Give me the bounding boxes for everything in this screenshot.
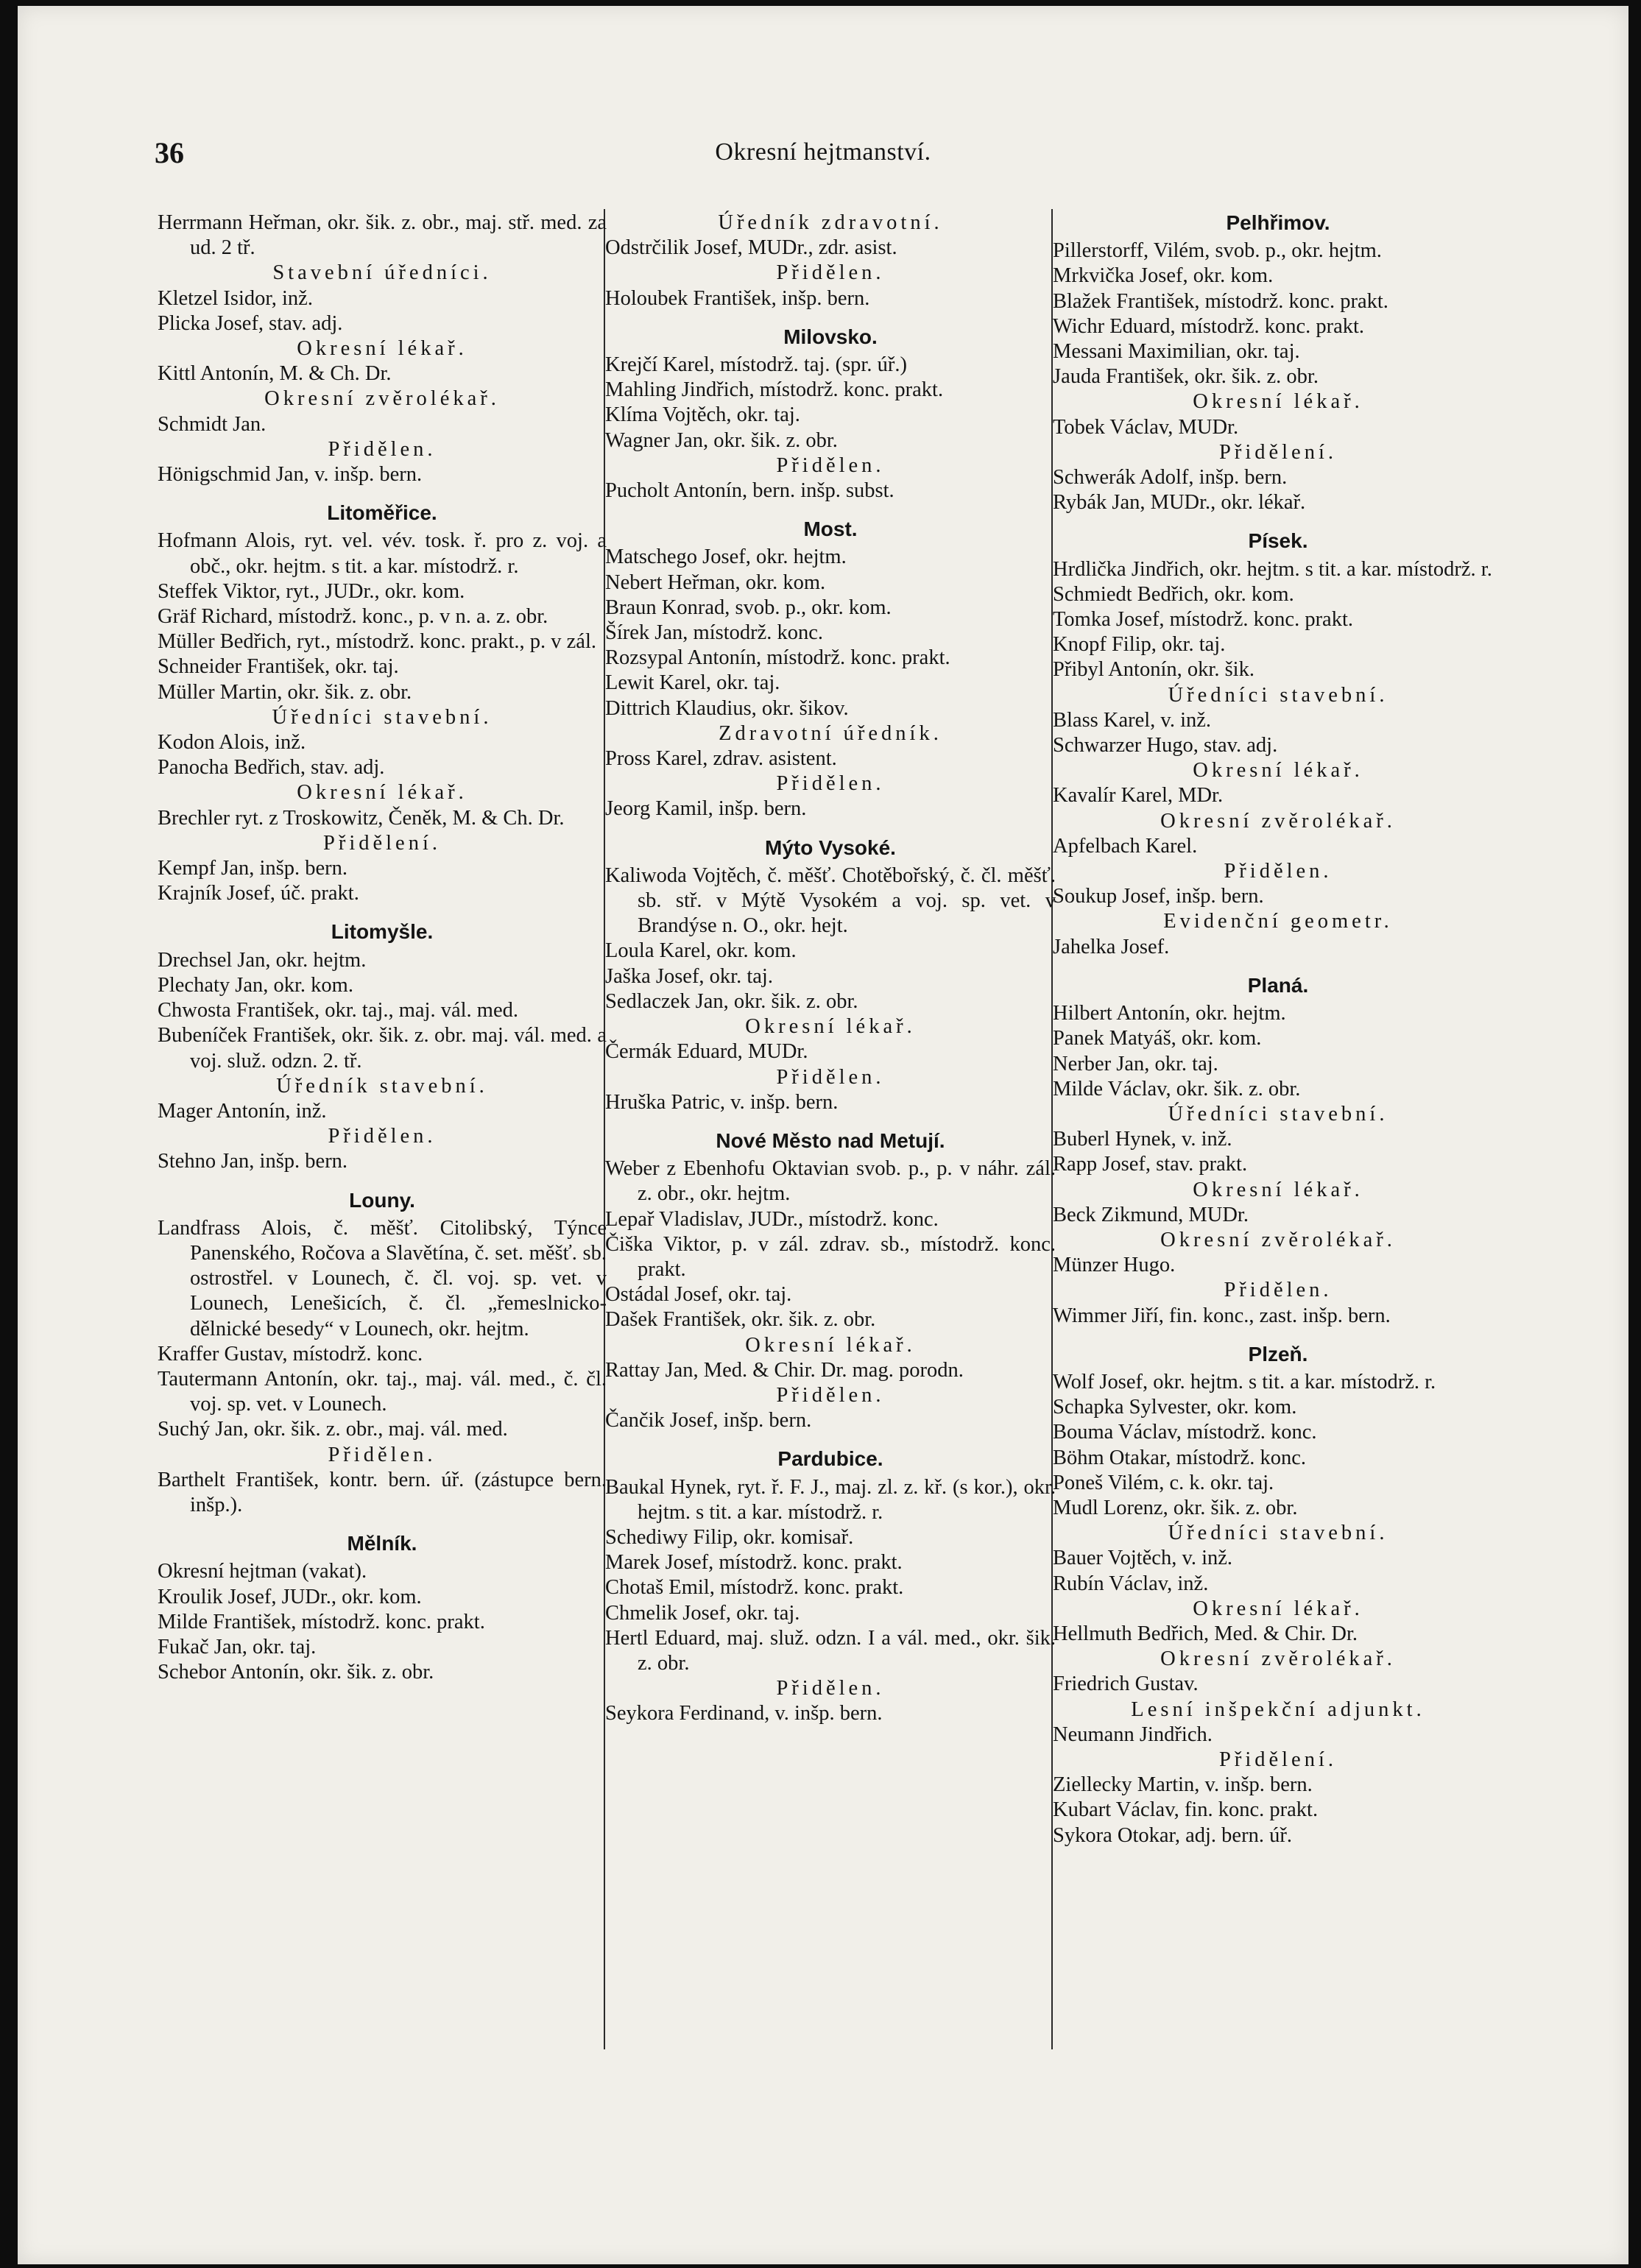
directory-entry: Nerber Jan, okr. taj. bbox=[1053, 1052, 1218, 1075]
directory-entry: Schediwy Filip, okr. komisař. bbox=[605, 1525, 854, 1549]
directory-entry: Lepař Vladislav, JUDr., místodrž. konc. bbox=[605, 1207, 939, 1231]
section-heading: Přidělen. bbox=[776, 453, 885, 477]
column-middle bbox=[605, 211, 1056, 2080]
place-heading: Litomyšle. bbox=[331, 920, 434, 944]
directory-entry: Seykora Ferdinand, v. inšp. bern. bbox=[605, 1702, 883, 1725]
directory-entry: Münzer Hugo. bbox=[1053, 1254, 1176, 1277]
directory-entry: Klíma Vojtěch, okr. taj. bbox=[605, 403, 800, 427]
directory-entry: Friedrich Gustav. bbox=[1053, 1672, 1199, 1696]
directory-entry: Beck Zikmund, MUDr. bbox=[1053, 1203, 1249, 1226]
directory-entry: Hilbert Antonín, okr. hejtm. bbox=[1053, 1002, 1286, 1025]
directory-entry: Milde František, místodrž. konc. prakt. bbox=[158, 1610, 485, 1633]
section-heading: Okresní lékař. bbox=[297, 337, 467, 361]
section-heading: Přidělen. bbox=[776, 261, 885, 285]
directory-entry: Weber z Ebenhofu Oktavian svob. p., p. v náhr. zál. z. obr., okr. hejtm. bbox=[605, 1157, 1056, 1206]
directory-entry: Lewit Karel, okr. taj. bbox=[605, 671, 780, 695]
directory-entry: Panocha Bedřich, stav. adj. bbox=[158, 756, 385, 780]
document-page bbox=[18, 6, 1628, 2264]
section-heading: Okresní zvěrolékař. bbox=[1160, 809, 1396, 833]
directory-entry: Schwarzer Hugo, stav. adj. bbox=[1053, 734, 1278, 757]
directory-entry: Sykora Otokar, adj. bern. úř. bbox=[1053, 1823, 1292, 1847]
directory-entry: Kittl Antonín, M. & Ch. Dr. bbox=[158, 362, 392, 386]
directory-entry: Rubín Václav, inž. bbox=[1053, 1572, 1209, 1595]
directory-entry: Hönigschmid Jan, v. inšp. bern. bbox=[158, 463, 423, 487]
directory-entry: Wagner Jan, okr. šik. z. obr. bbox=[605, 428, 838, 452]
place-heading: Milovsko. bbox=[783, 325, 878, 348]
directory-entry: Přibyl Antonín, okr. šik. bbox=[1053, 658, 1254, 682]
section-heading: Úředníci stavební. bbox=[1168, 683, 1388, 707]
directory-entry: Milde Václav, okr. šik. z. obr. bbox=[1053, 1077, 1301, 1101]
directory-entry: Ostádal Josef, okr. taj. bbox=[605, 1283, 792, 1307]
running-title: Okresní hejtmanství. bbox=[715, 138, 931, 166]
directory-entry: Hertl Eduard, maj. služ. odzn. I a vál. med., okr. šik. z. obr. bbox=[605, 1626, 1056, 1675]
directory-entry: Okresní hejtman (vakat). bbox=[158, 1560, 367, 1583]
directory-entry: Kroulik Josef, JUDr., okr. kom. bbox=[158, 1585, 422, 1608]
section-heading: Přidělení. bbox=[322, 831, 442, 855]
directory-entry: Steffek Viktor, ryt., JUDr., okr. kom. bbox=[158, 579, 465, 603]
directory-entry: Čermák Eduard, MUDr. bbox=[605, 1040, 808, 1064]
directory-entry: Plicka Josef, stav. adj. bbox=[158, 311, 343, 335]
directory-entry: Panek Matyáš, okr. kom. bbox=[1053, 1027, 1262, 1050]
directory-entry: Jauda František, okr. šik. z. obr. bbox=[1053, 365, 1319, 389]
place-heading: Louny. bbox=[349, 1188, 415, 1212]
section-heading: Přidělení. bbox=[1218, 1748, 1338, 1771]
directory-entry: Mudl Lorenz, okr. šik. z. obr. bbox=[1053, 1496, 1298, 1519]
place-heading: Plzeň. bbox=[1248, 1342, 1308, 1366]
section-heading: Stavební úředníci. bbox=[272, 261, 492, 285]
directory-entry: Landfrass Alois, č. měšť. Citolibský, Týnce Panenského, Ročova a Slavětína, č. set. měšť. sb. ostrostřel. v Lounech, č. čl. voj. sp. vet. v Lounech, Lenešicích, č. čl. „řemeslnicko-dělnické besedy“ v Lounech, okr. hejtm. bbox=[158, 1216, 607, 1340]
directory-entry: Rozsypal Antonín, místodrž. konc. prakt. bbox=[605, 646, 950, 670]
directory-entry: Sedlaczek Jan, okr. šik. z. obr. bbox=[605, 989, 858, 1013]
section-heading: Okresní zvěrolékař. bbox=[264, 387, 500, 411]
directory-entry: Šírek Jan, místodrž. konc. bbox=[605, 621, 824, 645]
directory-entry: Gräf Richard, místodrž. konc., p. v n. a. z. obr. bbox=[158, 605, 548, 629]
directory-entry: Drechsel Jan, okr. hejtm. bbox=[158, 948, 367, 972]
directory-entry: Rybák Jan, MUDr., okr. lékař. bbox=[1053, 491, 1306, 515]
place-heading: Pelhřimov. bbox=[1226, 211, 1330, 234]
directory-entry: Odstrčilik Josef, MUDr., zdr. asist. bbox=[605, 236, 897, 260]
directory-entry: Čiška Viktor, p. v zál. zdrav. sb., místodrž. konc. prakt. bbox=[605, 1232, 1056, 1281]
directory-entry: Dašek František, okr. šik. z. obr. bbox=[605, 1308, 876, 1332]
section-heading: Úředník zdravotní. bbox=[718, 211, 943, 234]
directory-entry: Jeorg Kamil, inšp. bern. bbox=[605, 797, 807, 821]
place-heading: Písek. bbox=[1248, 529, 1308, 553]
directory-entry: Pross Karel, zdrav. asistent. bbox=[605, 747, 837, 771]
directory-entry: Kubart Václav, fin. konc. prakt. bbox=[1053, 1798, 1319, 1822]
directory-entry: Hofmann Alois, ryt. vel. vév. tosk. ř. pro z. voj. a obč., okr. hejtm. s tit. a kar. místodrž. r. bbox=[158, 529, 607, 578]
section-heading: Okresní lékař. bbox=[1193, 759, 1363, 783]
section-heading: Přidělen. bbox=[776, 1065, 885, 1089]
directory-entry: Kavalír Karel, MDr. bbox=[1053, 784, 1224, 808]
directory-entry: Kletzel Isidor, inž. bbox=[158, 286, 313, 310]
directory-entry: Knopf Filip, okr. taj. bbox=[1053, 633, 1226, 657]
directory-entry: Tomka Josef, místodrž. konc. prakt. bbox=[1053, 608, 1354, 632]
directory-entry: Kraffer Gustav, místodrž. konc. bbox=[158, 1342, 423, 1366]
section-heading: Přidělen. bbox=[776, 772, 885, 796]
directory-entry: Hruška Patric, v. inšp. bern. bbox=[605, 1090, 839, 1114]
directory-entry: Holoubek František, inšp. bern. bbox=[605, 286, 870, 310]
section-heading: Evidenční geometr. bbox=[1163, 910, 1393, 933]
section-heading: Okresní lékař. bbox=[1193, 1597, 1363, 1620]
section-heading: Okresní lékař. bbox=[1193, 390, 1363, 414]
directory-entry: Wimmer Jiří, fin. konc., zast. inšp. bern. bbox=[1053, 1304, 1391, 1327]
directory-entry: Jahelka Josef. bbox=[1053, 935, 1170, 958]
directory-entry: Jaška Josef, okr. taj. bbox=[605, 964, 773, 988]
directory-entry: Loula Karel, okr. kom. bbox=[605, 939, 797, 963]
directory-entry: Böhm Otakar, místodrž. konc. bbox=[1053, 1446, 1306, 1469]
directory-entry: Hrdlička Jindřich, okr. hejtm. s tit. a kar. místodrž. r. bbox=[1053, 557, 1492, 581]
directory-entry: Tautermann Antonín, okr. taj., maj. vál. med., č. čl. voj. sp. vet. v Lounech. bbox=[158, 1367, 607, 1416]
directory-entry: Ziellecky Martin, v. inšp. bern. bbox=[1053, 1773, 1313, 1797]
section-heading: Přidělen. bbox=[328, 437, 437, 461]
directory-entry: Rattay Jan, Med. & Chir. Dr. mag. porodn. bbox=[605, 1358, 964, 1382]
directory-entry: Braun Konrad, svob. p., okr. kom. bbox=[605, 596, 892, 619]
column-left bbox=[158, 211, 607, 2080]
section-heading: Úředníci stavební. bbox=[1168, 1522, 1388, 1545]
directory-entry: Poneš Vilém, c. k. okr. taj. bbox=[1053, 1471, 1274, 1494]
directory-entry: Schmiedt Bedřich, okr. kom. bbox=[1053, 582, 1294, 606]
directory-entry: Schwerák Adolf, inšp. bern. bbox=[1053, 466, 1288, 490]
section-heading: Okresní zvěrolékař. bbox=[1160, 1228, 1396, 1251]
directory-entry: Pillerstorff, Vilém, svob. p., okr. hejtm. bbox=[1053, 239, 1382, 263]
directory-entry: Bauer Vojtěch, v. inž. bbox=[1053, 1547, 1233, 1570]
directory-entry: Kodon Alois, inž. bbox=[158, 731, 306, 755]
section-heading: Okresní zvěrolékař. bbox=[1160, 1647, 1396, 1671]
directory-entry: Schebor Antonín, okr. šik. z. obr. bbox=[158, 1661, 434, 1684]
column-right bbox=[1053, 211, 1503, 2080]
section-heading: Přidělen. bbox=[328, 1125, 437, 1148]
directory-entry: Chwosta František, okr. taj., maj. vál. med. bbox=[158, 999, 518, 1022]
directory-entry: Wolf Josef, okr. hejtm. s tit. a kar. místodrž. r. bbox=[1053, 1370, 1436, 1393]
directory-entry: Čančik Josef, inšp. bern. bbox=[605, 1409, 812, 1432]
page-number: 36 bbox=[155, 136, 184, 169]
directory-entry: Müller Martin, okr. šik. z. obr. bbox=[158, 680, 412, 704]
directory-entry: Bubeníček František, okr. šik. z. obr. maj. vál. med. a voj. služ. odzn. 2. tř. bbox=[158, 1024, 607, 1073]
directory-entry: Neumann Jindřich. bbox=[1053, 1723, 1213, 1746]
section-heading: Okresní lékař. bbox=[745, 1333, 916, 1357]
place-heading: Planá. bbox=[1247, 973, 1309, 997]
directory-entry: Schmidt Jan. bbox=[158, 412, 267, 436]
directory-entry: Blažek František, místodrž. konc. prakt. bbox=[1053, 289, 1388, 313]
directory-entry: Schneider František, okr. taj. bbox=[158, 655, 399, 679]
directory-entry: Matschego Josef, okr. hejtm. bbox=[605, 545, 847, 569]
directory-entry: Herrmann Heřman, okr. šik. z. obr., maj. stř. med. za ud. 2 tř. bbox=[158, 211, 607, 260]
directory-entry: Wichr Eduard, místodrž. konc. prakt. bbox=[1053, 314, 1365, 338]
section-heading: Lesní inšpekční adjunkt. bbox=[1131, 1698, 1425, 1721]
directory-entry: Nebert Heřman, okr. kom. bbox=[605, 570, 826, 594]
directory-entry: Dittrich Klaudius, okr. šikov. bbox=[605, 696, 849, 720]
directory-entry: Kempf Jan, inšp. bern. bbox=[158, 857, 348, 880]
directory-entry: Kaliwoda Vojtěch, č. měšť. Chotěbořský, č. čl. měšť. sb. stř. v Mýtě Vysokém a voj. sp. vet. v Brandýse n. O., okr. hejt. bbox=[605, 863, 1056, 938]
place-heading: Mýto Vysoké. bbox=[765, 836, 896, 859]
directory-entry: Messani Maximilian, okr. taj. bbox=[1053, 340, 1300, 364]
directory-entry: Marek Josef, místodrž. konc. prakt. bbox=[605, 1551, 903, 1575]
directory-entry: Fukač Jan, okr. taj. bbox=[158, 1635, 317, 1658]
directory-entry: Mager Antonín, inž. bbox=[158, 1099, 327, 1123]
place-heading: Pardubice. bbox=[777, 1447, 883, 1471]
directory-entry: Brechler ryt. z Troskowitz, Čeněk, M. & Ch. Dr. bbox=[158, 806, 565, 830]
place-heading: Litoměřice. bbox=[327, 501, 437, 525]
directory-entry: Blass Karel, v. inž. bbox=[1053, 708, 1212, 732]
section-heading: Přidělen. bbox=[328, 1443, 437, 1466]
directory-entry: Apfelbach Karel. bbox=[1053, 834, 1198, 858]
directory-entry: Krajník Josef, úč. prakt. bbox=[158, 882, 359, 905]
section-heading: Úředník stavební. bbox=[276, 1074, 488, 1098]
directory-entry: Barthelt František, kontr. bern. úř. (zástupce bern. inšp.). bbox=[158, 1468, 607, 1516]
section-heading: Přidělen. bbox=[1224, 1279, 1333, 1302]
directory-entry: Rapp Josef, stav. prakt. bbox=[1053, 1153, 1248, 1176]
place-heading: Most. bbox=[803, 517, 858, 541]
directory-entry: Buberl Hynek, v. inž. bbox=[1053, 1128, 1232, 1151]
directory-entry: Krejčí Karel, místodrž. taj. (spr. úř.) bbox=[605, 353, 907, 377]
section-heading: Přidělen. bbox=[1224, 860, 1333, 883]
section-heading: Úředníci stavební. bbox=[272, 705, 493, 729]
directory-entry: Chotaš Emil, místodrž. konc. prakt. bbox=[605, 1576, 904, 1600]
section-heading: Přidělen. bbox=[776, 1677, 885, 1700]
directory-entry: Hellmuth Bedřich, Med. & Chir. Dr. bbox=[1053, 1622, 1358, 1645]
directory-entry: Baukal Hynek, ryt. ř. F. J., maj. zl. z. kř. (s kor.), okr. hejtm. s tit. a kar. místodrž. r. bbox=[605, 1475, 1056, 1524]
directory-entry: Müller Bedřich, ryt., místodrž. konc. prakt., p. v zál. bbox=[158, 630, 596, 654]
directory-entry: Stehno Jan, inšp. bern. bbox=[158, 1150, 348, 1173]
section-heading: Úředníci stavební. bbox=[1168, 1102, 1388, 1126]
section-heading: Okresní lékař. bbox=[745, 1015, 916, 1039]
directory-entry: Tobek Václav, MUDr. bbox=[1053, 415, 1239, 439]
directory-entry: Pucholt Antonín, bern. inšp. subst. bbox=[605, 479, 894, 503]
directory-entry: Chmelik Josef, okr. taj. bbox=[605, 1601, 800, 1625]
section-heading: Okresní lékař. bbox=[1193, 1178, 1363, 1201]
section-heading: Zdravotní úředník. bbox=[719, 721, 942, 745]
section-heading: Okresní lékař. bbox=[297, 781, 467, 805]
directory-entry: Mahling Jindřich, místodrž. konc. prakt. bbox=[605, 378, 944, 402]
directory-entry: Bouma Václav, místodrž. konc. bbox=[1053, 1421, 1317, 1444]
place-heading: Mělník. bbox=[347, 1532, 417, 1555]
directory-entry: Suchý Jan, okr. šik. z. obr., maj. vál. med. bbox=[158, 1418, 508, 1441]
directory-entry: Plechaty Jan, okr. kom. bbox=[158, 973, 353, 997]
section-heading: Přidělen. bbox=[776, 1383, 885, 1407]
directory-entry: Soukup Josef, inšp. bern. bbox=[1053, 885, 1264, 908]
section-heading: Přidělení. bbox=[1218, 440, 1338, 464]
directory-entry: Schapka Sylvester, okr. kom. bbox=[1053, 1396, 1297, 1419]
place-heading: Nové Město nad Metují. bbox=[716, 1128, 945, 1152]
directory-entry: Mrkvička Josef, okr. kom. bbox=[1053, 264, 1274, 288]
